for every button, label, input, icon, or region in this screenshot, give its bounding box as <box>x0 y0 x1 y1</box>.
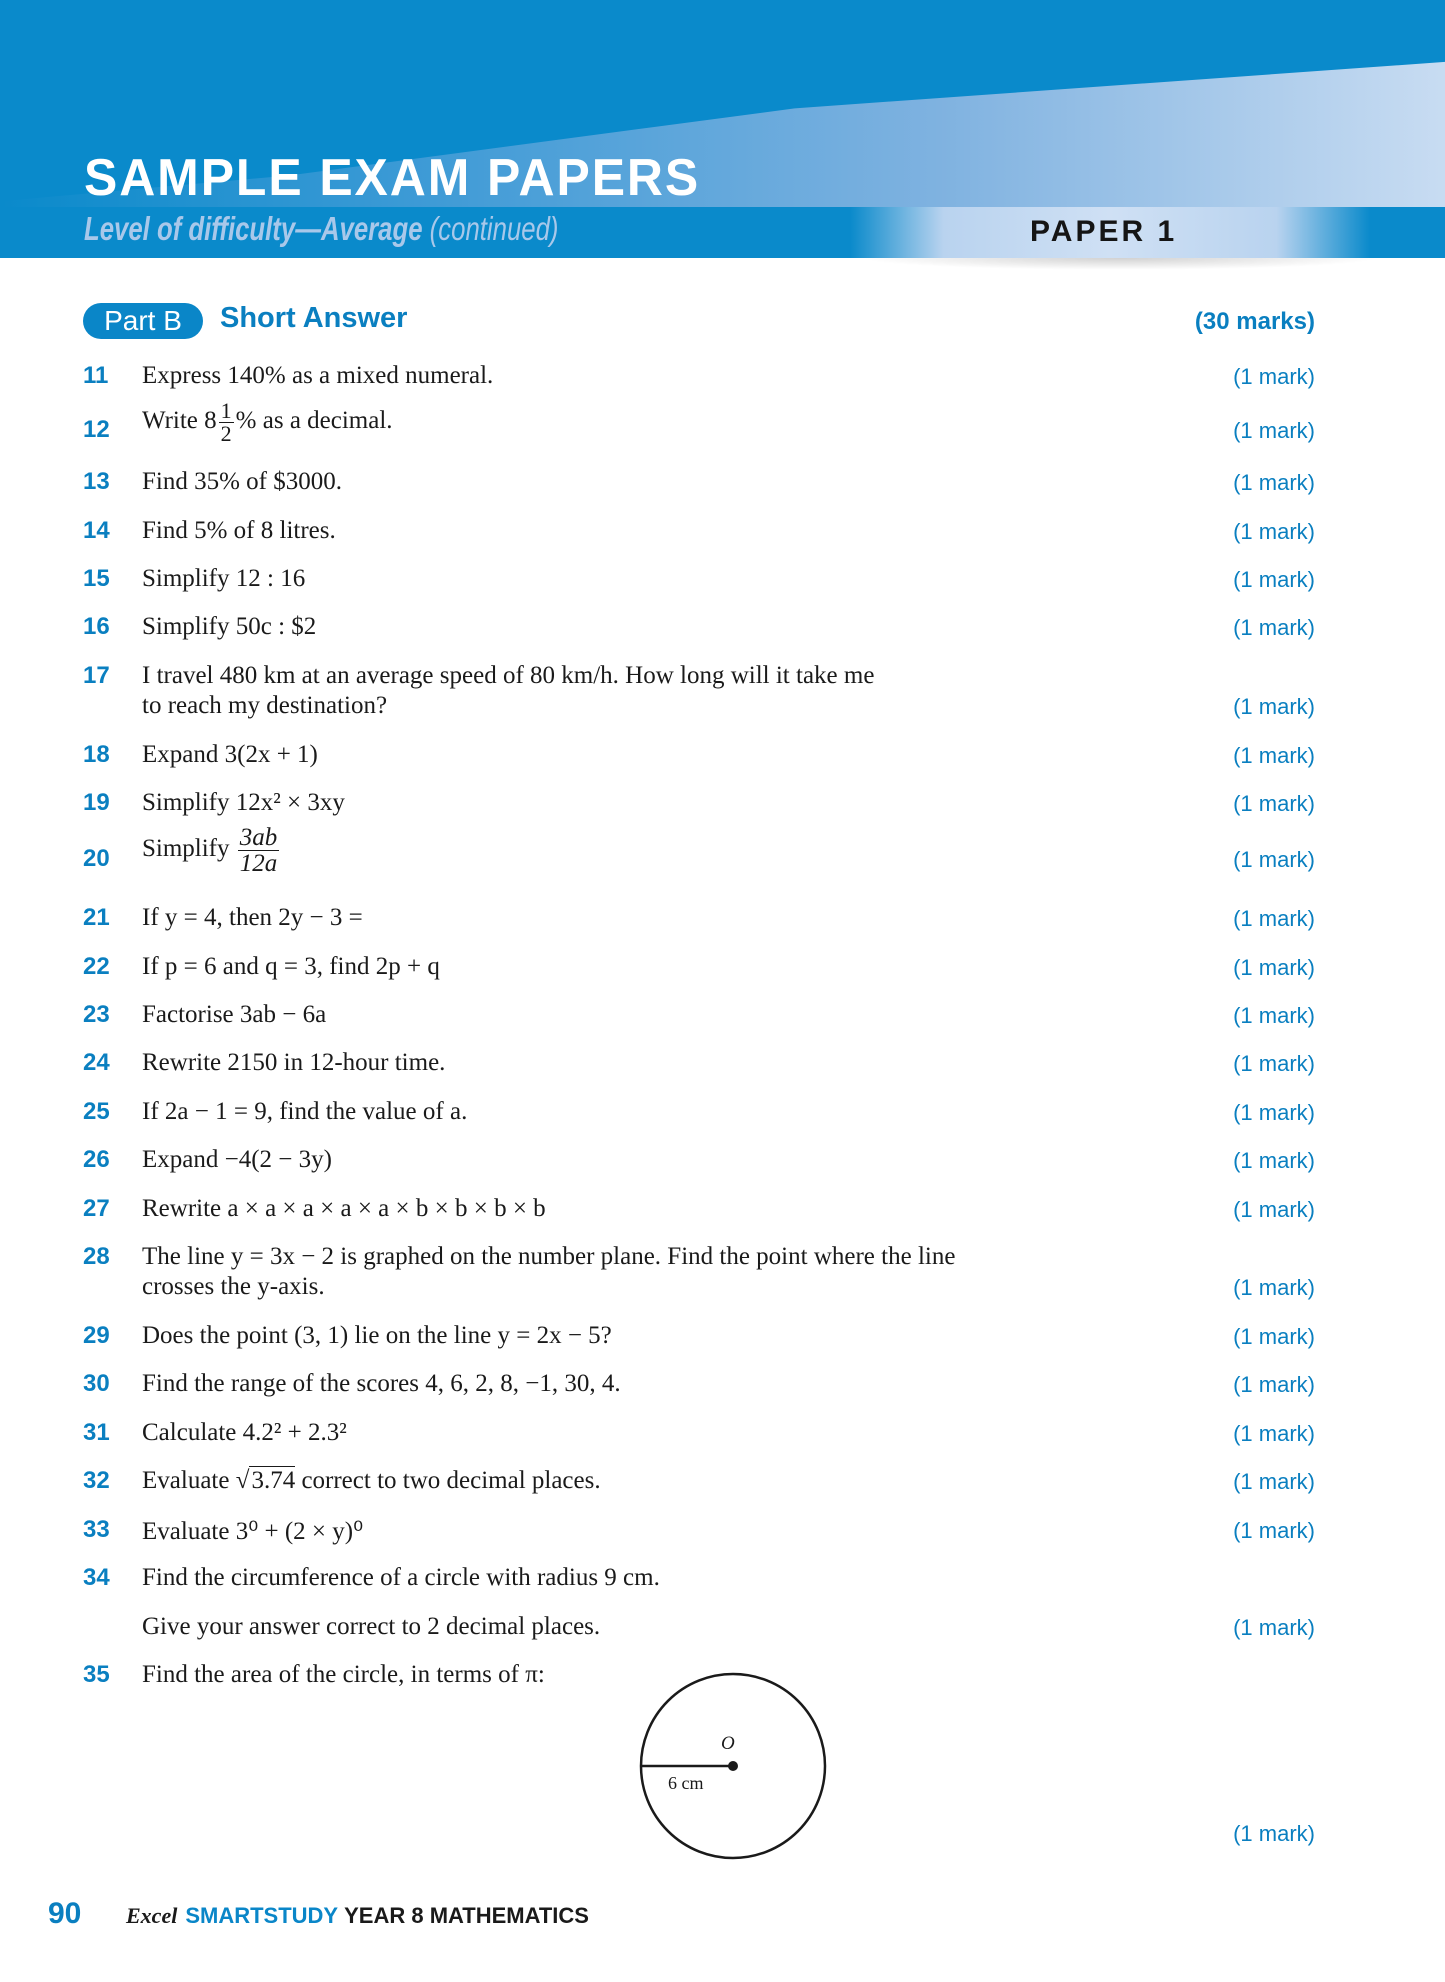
question-text-line2: to reach my destination? <box>142 692 388 719</box>
question-mark: (1 mark) <box>1233 1051 1315 1076</box>
fraction <box>238 825 280 876</box>
book-subject: YEAR 8 MATHEMATICS <box>344 1903 589 1928</box>
radius-label: 6 cm <box>668 1773 704 1793</box>
denominator: 12a <box>239 850 278 877</box>
question-text: Rewrite a × a × a × a × a × b × b × b × b <box>142 1195 546 1222</box>
question-number: 25 <box>83 1098 110 1125</box>
question-mark: (1 mark) <box>1233 615 1315 640</box>
question-text-line1: The line y = 3x − 2 is graphed on the number plane. Find the point where the line <box>142 1243 956 1270</box>
denominator: 2 <box>220 421 232 446</box>
text-post: correct to two decimal places. <box>301 1467 601 1494</box>
question-text: If 2a − 1 = 9, find the value of a. <box>142 1098 468 1125</box>
text-pre: Write 8 <box>142 407 217 435</box>
question-number: 29 <box>83 1322 110 1349</box>
question-text: If y = 4, then 2y − 3 = <box>142 904 363 931</box>
question-mark: (1 mark) <box>1233 519 1315 544</box>
part-title: Short Answer <box>220 302 408 334</box>
question-text-line2: crosses the y-axis. <box>142 1273 325 1300</box>
numerator: 3ab <box>239 824 278 851</box>
part-marks: (30 marks) <box>1194 308 1315 335</box>
question-mark: (1 mark) <box>1233 1100 1315 1125</box>
paper-tab-shadow <box>860 258 1380 270</box>
question-number: 15 <box>83 565 110 592</box>
question-number: 21 <box>83 904 110 931</box>
question-text: Find the area of the circle, in terms of π: <box>142 1661 545 1688</box>
question-number: 13 <box>83 468 110 495</box>
circle-diagram <box>638 1671 828 1861</box>
question-text: Find 5% of 8 litres. <box>142 517 336 544</box>
question-number: 28 <box>83 1243 110 1270</box>
question-mark: (1 mark) <box>1233 1518 1315 1543</box>
question-mark: (1 mark) <box>1233 1421 1315 1446</box>
question-text <box>142 825 281 876</box>
center-label: O <box>721 1733 735 1754</box>
question-number: 27 <box>83 1195 110 1222</box>
book-brand: Excel <box>126 1903 178 1928</box>
question-mark: (1 mark) <box>1233 1324 1315 1349</box>
page-number: 90 <box>48 1897 82 1930</box>
question-number: 26 <box>83 1146 110 1173</box>
fraction <box>219 400 234 445</box>
page-title: SAMPLE EXAM PAPERS <box>84 149 701 207</box>
radicand: 3.74 <box>251 1467 296 1494</box>
question-number: 32 <box>83 1467 110 1494</box>
question-mark: (1 mark) <box>1233 418 1315 443</box>
question-mark: (1 mark) <box>1233 791 1315 816</box>
question-text: Evaluate 3⁰ + (2 × y)⁰ <box>142 1518 364 1545</box>
question-text: Find the range of the scores 4, 6, 2, 8, −1, 30, 4. <box>142 1370 621 1397</box>
subtitle-continued: (continued) <box>429 210 559 247</box>
question-mark: (1 mark) <box>1233 847 1315 872</box>
subtitle-difficulty: Level of difficulty—Average <box>84 210 423 247</box>
question-mark: (1 mark) <box>1233 694 1315 719</box>
question-mark: (1 mark) <box>1233 1197 1315 1222</box>
question-number: 12 <box>83 416 110 443</box>
question-number: 18 <box>83 741 110 768</box>
circle-icon <box>638 1671 828 1861</box>
question-text: Find 35% of $3000. <box>142 468 342 495</box>
question-number: 19 <box>83 789 110 816</box>
question-number: 33 <box>83 1516 110 1543</box>
question-text: Simplify 50c : $2 <box>142 613 317 640</box>
book-series: SMARTSTUDY <box>185 1903 339 1928</box>
question-mark: (1 mark) <box>1233 1469 1315 1494</box>
question-mark: (1 mark) <box>1233 1148 1315 1173</box>
question-text <box>142 400 393 445</box>
text-pre: Simplify <box>142 835 230 863</box>
question-text: Expand 3(2x + 1) <box>142 741 318 768</box>
question-number: 23 <box>83 1001 110 1028</box>
question-mark: (1 mark) <box>1233 906 1315 931</box>
question-mark: (1 mark) <box>1233 1275 1315 1300</box>
question-text-line1: Find the circumference of a circle with radius 9 cm. <box>142 1564 660 1591</box>
question-text: Factorise 3ab − 6a <box>142 1001 327 1028</box>
question-number: 16 <box>83 613 110 640</box>
question-number: 20 <box>83 845 110 872</box>
text-pre: Evaluate <box>142 1467 230 1494</box>
part-badge: Part B <box>83 303 203 339</box>
question-number: 14 <box>83 517 110 544</box>
question-number: 24 <box>83 1049 110 1076</box>
question-number: 17 <box>83 662 110 689</box>
question-number: 34 <box>83 1564 110 1591</box>
question-mark: (1 mark) <box>1233 1003 1315 1028</box>
question-mark: (1 mark) <box>1233 955 1315 980</box>
text-post: % as a decimal. <box>235 407 393 435</box>
question-number: 11 <box>83 362 109 389</box>
page-subtitle <box>84 210 558 248</box>
question-mark: (1 mark) <box>1233 1615 1315 1640</box>
question-text: If p = 6 and q = 3, find 2p + q <box>142 953 440 980</box>
question-text: Express 140% as a mixed numeral. <box>142 362 494 389</box>
question-text <box>142 1467 601 1495</box>
question-mark: (1 mark) <box>1233 364 1315 389</box>
book-title <box>126 1903 589 1929</box>
question-text-line1: I travel 480 km at an average speed of 80 km/h. How long will it take me <box>142 662 875 689</box>
question-mark: (1 mark) <box>1233 743 1315 768</box>
question-text: Calculate 4.2² + 2.3² <box>142 1419 347 1446</box>
sqrt-icon: √ <box>235 1467 250 1494</box>
question-text: Does the point (3, 1) lie on the line y = 2x − 5? <box>142 1322 612 1349</box>
question-number: 31 <box>83 1419 110 1446</box>
numerator: 1 <box>220 398 232 423</box>
question-number: 30 <box>83 1370 110 1397</box>
question-mark: (1 mark) <box>1233 470 1315 495</box>
question-text-line2: Give your answer correct to 2 decimal places. <box>142 1613 601 1640</box>
paper-label: PAPER 1 <box>1030 215 1178 248</box>
question-text: Simplify 12x² × 3xy <box>142 789 345 816</box>
question-mark: (1 mark) <box>1233 1372 1315 1397</box>
question-text: Expand −4(2 − 3y) <box>142 1146 332 1173</box>
question-mark: (1 mark) <box>1233 1821 1315 1846</box>
question-text: Rewrite 2150 in 12-hour time. <box>142 1049 446 1076</box>
question-mark: (1 mark) <box>1233 567 1315 592</box>
question-number: 35 <box>83 1661 110 1688</box>
question-text: Simplify 12 : 16 <box>142 565 306 592</box>
question-number: 22 <box>83 953 110 980</box>
